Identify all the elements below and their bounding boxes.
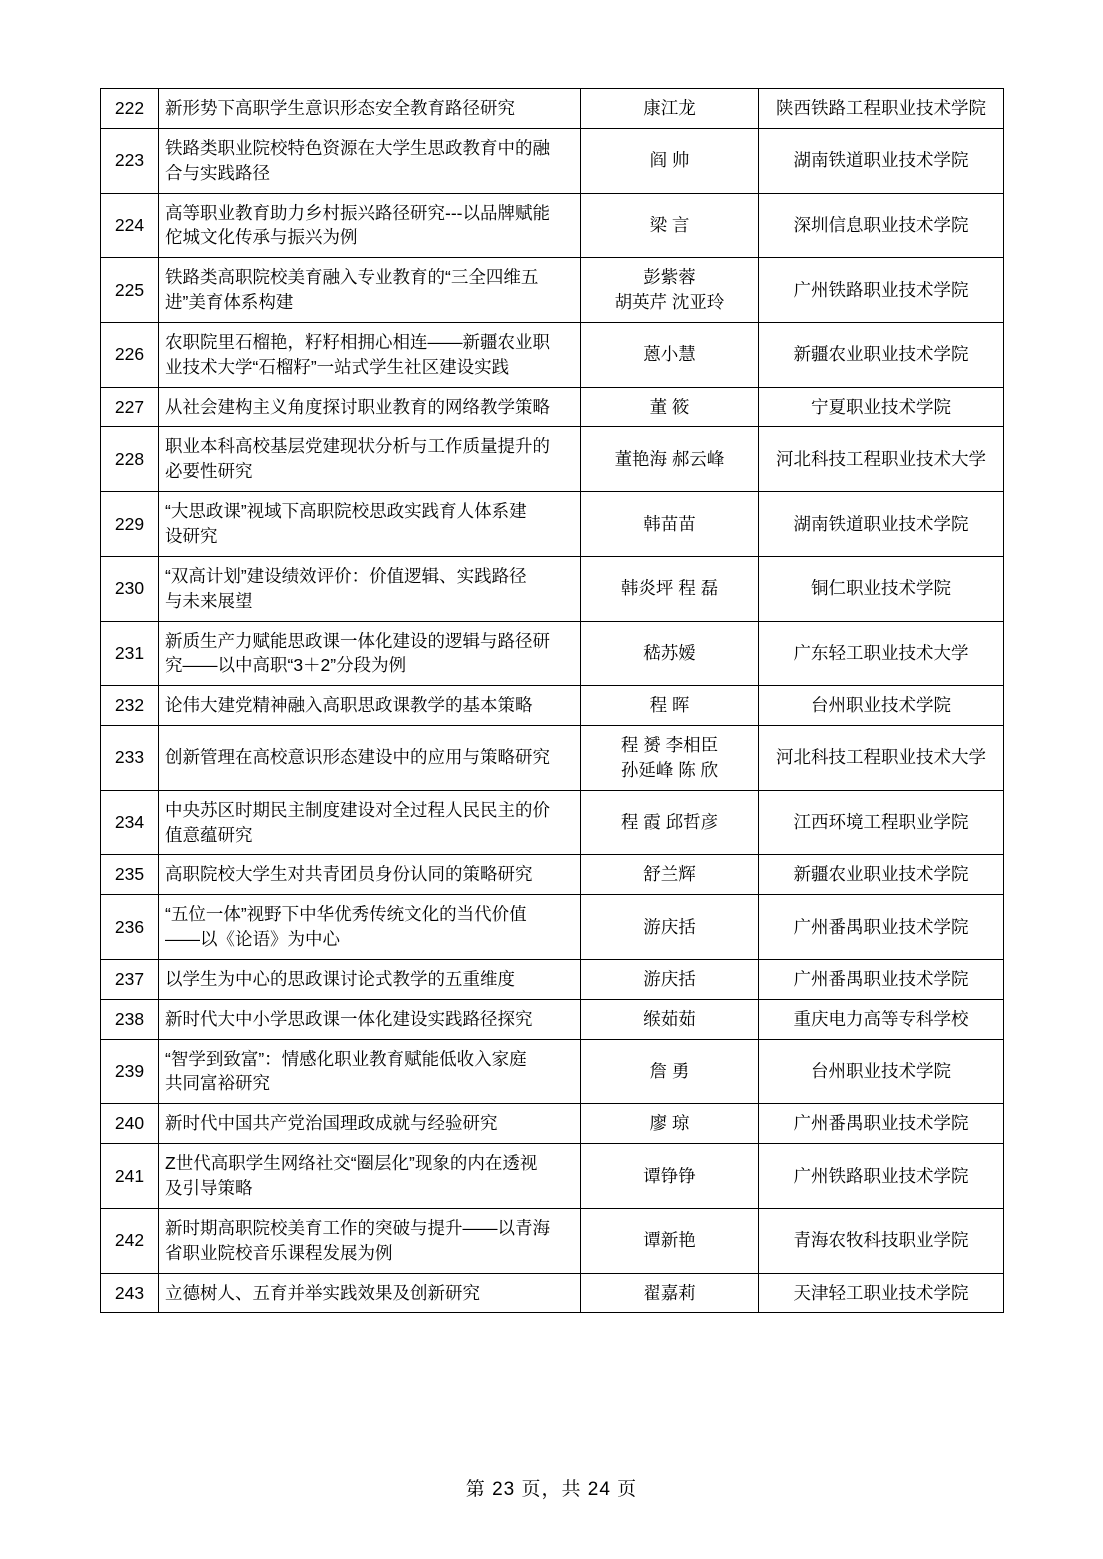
row-title-line1: 新时代大中小学思政课一体化建设实践路径探究 <box>165 1008 533 1029</box>
row-author-line2: 孙延峰 陈 欣 <box>620 759 719 780</box>
row-title <box>159 427 581 492</box>
row-org: 青海农牧科技职业学院 <box>759 1208 1004 1273</box>
row-title <box>159 258 581 323</box>
row-number: 222 <box>101 89 159 129</box>
row-title-line2: 业技术大学“石榴籽”一站式学生社区建设实践 <box>165 356 510 377</box>
row-author <box>581 1273 759 1313</box>
row-org: 广州铁路职业技术学院 <box>759 258 1004 323</box>
row-title-line1: 创新管理在高校意识形态建设中的应用与策略研究 <box>165 747 550 768</box>
row-title <box>159 1208 581 1273</box>
row-org: 广州番禺职业技术学院 <box>759 959 1004 999</box>
row-number: 240 <box>101 1104 159 1144</box>
row-author-line1: 康江龙 <box>643 98 696 118</box>
row-author <box>581 1208 759 1273</box>
row-author <box>581 1144 759 1209</box>
row-title-line1: “大思政课”视域下高职院校思政实践育人体系建 <box>165 501 527 522</box>
table-row <box>101 128 1004 193</box>
row-title-line1: 立德树人、五育并举实践效果及创新研究 <box>165 1282 480 1303</box>
table-row <box>101 193 1004 258</box>
row-title-line1: 铁路类职业院校特色资源在大学生思政教育中的融 <box>165 137 550 158</box>
row-author-line1: 董 筱 <box>649 396 690 417</box>
row-title-line1: 论伟大建党精神融入高职思政课教学的基本策略 <box>165 695 533 716</box>
row-title-line1: 新质生产力赋能思政课一体化建设的逻辑与路径研 <box>165 630 550 651</box>
row-org: 广州番禺职业技术学院 <box>759 895 1004 960</box>
row-title-line2: 佗城文化传承与振兴为例 <box>165 227 358 248</box>
row-author <box>581 959 759 999</box>
row-title <box>159 1039 581 1104</box>
row-title-line1: 从社会建构主义角度探讨职业教育的网络教学策略 <box>165 396 550 417</box>
row-org: 河北科技工程职业技术大学 <box>759 726 1004 791</box>
row-org: 台州职业技术学院 <box>759 1039 1004 1104</box>
row-number: 242 <box>101 1208 159 1273</box>
table-row <box>101 89 1004 129</box>
row-org: 新疆农业职业技术学院 <box>759 855 1004 895</box>
row-author-line1: 谭新艳 <box>643 1230 696 1251</box>
row-org: 江西环境工程职业学院 <box>759 790 1004 855</box>
row-number: 237 <box>101 959 159 999</box>
table-row <box>101 999 1004 1039</box>
table-row <box>101 258 1004 323</box>
row-title-line2: 及引导策略 <box>165 1178 253 1198</box>
row-author <box>581 258 759 323</box>
row-number: 238 <box>101 999 159 1039</box>
row-number: 235 <box>101 855 159 895</box>
row-org: 陕西铁路工程职业技术学院 <box>759 89 1004 129</box>
row-author <box>581 895 759 960</box>
row-title-line2: 省职业院校音乐课程发展为例 <box>165 1242 393 1263</box>
row-author-line1: 韩苗苗 <box>643 513 696 534</box>
row-author <box>581 89 759 129</box>
row-author <box>581 621 759 686</box>
row-author <box>581 193 759 258</box>
row-author-line1: 阎 帅 <box>649 150 690 171</box>
row-number: 226 <box>101 322 159 387</box>
row-title-line1: “智学到致富”：情感化职业教育赋能低收入家庭 <box>165 1048 527 1069</box>
table-row <box>101 492 1004 557</box>
row-title-line2: 值意蕴研究 <box>165 824 253 845</box>
row-number: 239 <box>101 1039 159 1104</box>
row-number: 225 <box>101 258 159 323</box>
row-title <box>159 322 581 387</box>
row-number: 228 <box>101 427 159 492</box>
row-author-line1: 程 霞 邱哲彦 <box>620 812 719 833</box>
row-title-line1: 新时期高职院校美育工作的突破与提升——以青海 <box>165 1217 550 1238</box>
row-title-line2: 与未来展望 <box>165 590 253 611</box>
row-title-line2: 究——以中高职“3＋2”分段为例 <box>165 655 407 676</box>
row-author <box>581 322 759 387</box>
row-author-line1: 詹 勇 <box>649 1061 690 1082</box>
table-row <box>101 322 1004 387</box>
row-title-line1: 以学生为中心的思政课讨论式教学的五重维度 <box>165 968 515 989</box>
row-title <box>159 621 581 686</box>
row-number: 234 <box>101 790 159 855</box>
row-org: 河北科技工程职业技术大学 <box>759 427 1004 492</box>
table-row <box>101 1273 1004 1313</box>
row-number: 227 <box>101 387 159 427</box>
row-author <box>581 427 759 492</box>
row-author-line1: 董艳海 郝云峰 <box>614 448 725 469</box>
table-row <box>101 1144 1004 1209</box>
row-title-line1: “双高计划”建设绩效评价：价值逻辑、实践路径 <box>165 565 527 586</box>
table-row <box>101 855 1004 895</box>
row-title-line2: 设研究 <box>165 525 218 546</box>
row-title-line1: 高职院校大学生对共青团员身份认同的策略研究 <box>165 864 533 885</box>
row-title-line1: “五位一体”视野下中华优秀传统文化的当代价值 <box>165 904 527 925</box>
row-org: 铜仁职业技术学院 <box>759 556 1004 621</box>
row-author <box>581 128 759 193</box>
row-org: 宁夏职业技术学院 <box>759 387 1004 427</box>
row-number: 224 <box>101 193 159 258</box>
row-title-line1: Z世代高职学生网络社交“圈层化”现象的内在透视 <box>165 1153 538 1174</box>
row-author <box>581 726 759 791</box>
row-title <box>159 895 581 960</box>
row-author <box>581 556 759 621</box>
row-author <box>581 855 759 895</box>
row-number: 231 <box>101 621 159 686</box>
row-title <box>159 726 581 791</box>
row-title-line1: 新时代中国共产党治国理政成就与经验研究 <box>165 1113 498 1134</box>
row-org: 重庆电力高等专科学校 <box>759 999 1004 1039</box>
row-title <box>159 999 581 1039</box>
row-title <box>159 790 581 855</box>
row-title <box>159 1273 581 1313</box>
row-title-line1: 新形势下高职学生意识形态安全教育路径研究 <box>165 98 515 118</box>
row-title <box>159 193 581 258</box>
row-author-line1: 游庆括 <box>643 916 696 937</box>
row-title-line2: 合与实践路径 <box>165 162 270 183</box>
project-list-table <box>100 88 1004 1313</box>
row-author <box>581 387 759 427</box>
row-org: 湖南铁道职业技术学院 <box>759 492 1004 557</box>
table-row <box>101 895 1004 960</box>
row-author-line1: 梁 言 <box>649 214 690 235</box>
table-row <box>101 556 1004 621</box>
row-author <box>581 1104 759 1144</box>
row-number: 243 <box>101 1273 159 1313</box>
table-row <box>101 427 1004 492</box>
row-title <box>159 1144 581 1209</box>
table-body <box>101 89 1004 1313</box>
row-title <box>159 1104 581 1144</box>
row-title <box>159 492 581 557</box>
row-title-line2: ——以《论语》为中心 <box>165 929 340 950</box>
row-author-line1: 嵇苏嫒 <box>643 642 696 663</box>
table-row <box>101 686 1004 726</box>
table-row <box>101 790 1004 855</box>
row-title <box>159 959 581 999</box>
row-number: 236 <box>101 895 159 960</box>
table-row <box>101 1039 1004 1104</box>
row-number: 230 <box>101 556 159 621</box>
table-row <box>101 387 1004 427</box>
table-row <box>101 959 1004 999</box>
row-author-line1: 游庆括 <box>643 968 696 989</box>
row-author <box>581 686 759 726</box>
row-author <box>581 1039 759 1104</box>
row-title-line1: 铁路类高职院校美育融入专业教育的“三全四维五 <box>165 267 539 288</box>
table-row <box>101 1104 1004 1144</box>
row-title <box>159 89 581 129</box>
row-author-line1: 程 赟 李相臣 <box>620 735 719 756</box>
row-title-line1: 职业本科高校基层党建现状分析与工作质量提升的 <box>165 436 550 457</box>
row-title <box>159 855 581 895</box>
row-author-line1: 翟嘉莉 <box>643 1282 696 1303</box>
row-org: 湖南铁道职业技术学院 <box>759 128 1004 193</box>
row-title-line2: 必要性研究 <box>165 461 253 482</box>
row-number: 241 <box>101 1144 159 1209</box>
row-org: 广州番禺职业技术学院 <box>759 1104 1004 1144</box>
row-org: 台州职业技术学院 <box>759 686 1004 726</box>
table-row <box>101 621 1004 686</box>
row-org: 广东轻工职业技术大学 <box>759 621 1004 686</box>
row-org: 深圳信息职业技术学院 <box>759 193 1004 258</box>
row-title <box>159 128 581 193</box>
row-author-line1: 舒兰辉 <box>643 864 696 885</box>
row-author-line1: 谭铮铮 <box>643 1165 696 1186</box>
row-number: 229 <box>101 492 159 557</box>
row-author <box>581 790 759 855</box>
row-title-line1: 高等职业教育助力乡村振兴路径研究---以品牌赋能 <box>165 202 550 223</box>
table-row <box>101 726 1004 791</box>
row-number: 223 <box>101 128 159 193</box>
row-title-line1: 农职院里石榴艳，籽籽相拥心相连——新疆农业职 <box>165 331 550 352</box>
row-title <box>159 686 581 726</box>
row-title-line2: 共同富裕研究 <box>165 1073 270 1094</box>
page-footer: 第 23 页，共 24 页 <box>465 1479 638 1500</box>
row-number: 232 <box>101 686 159 726</box>
row-author-line1: 缑茹茹 <box>643 1008 696 1029</box>
row-author-line1: 廖 琼 <box>649 1113 690 1134</box>
row-author <box>581 492 759 557</box>
row-org: 广州铁路职业技术学院 <box>759 1144 1004 1209</box>
row-org: 新疆农业职业技术学院 <box>759 322 1004 387</box>
row-author-line1: 韩炎坪 程 磊 <box>620 578 719 599</box>
row-author-line1: 彭紫蓉 <box>643 267 696 288</box>
row-author <box>581 999 759 1039</box>
row-author-line1: 蒽小慧 <box>643 344 696 365</box>
row-title-line1: 中央苏区时期民主制度建设对全过程人民民主的价 <box>165 799 550 820</box>
row-title <box>159 556 581 621</box>
row-author-line1: 程 晖 <box>649 695 690 716</box>
row-org: 天津轻工职业技术学院 <box>759 1273 1004 1313</box>
row-title-line2: 进”美育体系构建 <box>165 292 294 313</box>
row-number: 233 <box>101 726 159 791</box>
row-title <box>159 387 581 427</box>
row-author-line2: 胡英芹 沈亚玲 <box>614 292 725 313</box>
table-row <box>101 1208 1004 1273</box>
